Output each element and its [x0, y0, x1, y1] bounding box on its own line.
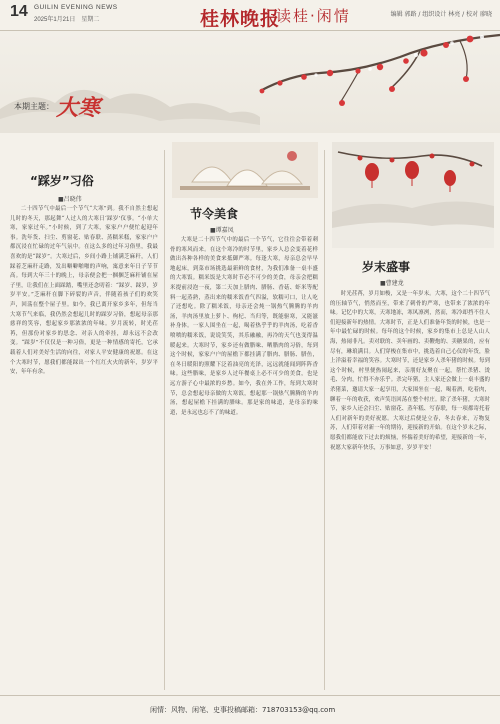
page-footer: [0, 695, 500, 724]
column-divider-right: [324, 150, 325, 690]
page-header: [0, 0, 500, 31]
submission-email-note: 闲情：风物、闲笔、史事投稿邮箱：718703153@qq.com: [150, 706, 336, 714]
publication-name-en: GUILIN EVENING NEWS: [34, 4, 118, 11]
editor-credits: 编辑 郭路 / 组织设计 林亮 / 校对 廖晓: [390, 11, 492, 18]
article-middle-body: 大寒是二十四节气中的最后一个节气，它往往会带着刺骨的寒风而来。在这个寒冷的时节里，家乡人总会变着花样做出各种各样的美食来抵御严寒。每逢大寒，母亲总会早早地起床，到菜市场挑选最新鲜的食材，为我们准备一桌丰盛的大寒饭。糯米饭是大寒时节必不可少的美食，母亲会把糯米提前浸泡一夜，第二天加上腊肉、腊肠、香菇、虾米等配料一起蒸熟，蒸出来的糯米饭香气四溢，软糯可口，让人吃了还想吃。除了糯米饭，母亲还会炖一锅热气腾腾的羊肉汤，羊肉汤里放上萝卜、枸杞、当归等，既能驱寒，又能滋补身体。一家人围坐在一起，喝着热乎乎的羊肉汤，吃着香喷喷的糯米饭，说说笑笑，其乐融融，再冷的天气也变得温暖起来。大寒时节，家乡还有做腊味、晒腊肉的习俗，每到这个时候，家家户户的屋檐下都挂满了腊肉、腊肠、腊鱼，在冬日暖阳的照耀下泛着油亮的光泽，远远就能闻到阵阵香味。这些腊味，是家乡人过年餐桌上必不可少的美食，也是远方游子心中最浓的乡愁。如今，我在外工作，每到大寒时节，总会想起母亲做的大寒饭，想起那一锅热气腾腾的羊肉汤，想起屋檐下挂满的腊味。那是家的味道，是母亲的味道，是永远也忘不了的味道。: [170, 237, 318, 416]
theme-label: 本期主题：: [14, 102, 54, 111]
newspaper-logo: 桂林晚报: [200, 8, 281, 30]
article-left-title: “踩岁”习俗: [30, 174, 94, 188]
article-right-body: 时光荏苒，岁月如梭，又是一年岁末。大寒，这个二十四节气的压轴节气，悄然而至，带来了刺骨的严寒，也带来了浓浓的年味。记忆中的大寒，天寒地冻，寒风凛冽，然而，寒冷却挡不住人们迎接新年的热情。大寒时节，正是人们准备年货的时候，也是一年中最忙碌的时候。每年的这个时候，家乡的集市上总是人山人海，热闹非凡。卖对联的、卖年画的、卖鞭炮的、卖糖果的，应有尽有，琳琅满目。人们穿梭在集市中，挑选着自己心仪的年货，脸上洋溢着幸福的笑容。大寒时节，还是家乡人杀年猪的时候。每到这个时候，村里便热闹起来，亲朋好友聚在一起，帮忙杀猪、烫毛、分肉，忙得不亦乐乎。杀完年猪，主人家还会做上一桌丰盛的杀猪菜，邀请大家一起享用，大家围坐在一起，喝着酒，吃着肉，聊着一年的收获，欢声笑语回荡在整个村庄。除了杀年猪，大寒时节，家乡人还会扫尘、贴窗花、蒸年糕、写春联，每一项都寄托着人们对新年的美好祝愿。大寒过后便是立春，冬去春来，万物复苏，人们带着对新一年的期待，迎接新的开始。在这个岁末之际，愿我们都能放下过去的烦恼，怀揣着美好的希望，迎接新的一年，祝愿大家新年快乐，万事如意，岁岁平安！: [330, 291, 490, 451]
snow-lantern-image: [332, 142, 494, 248]
plum-blossom-branch-illustration: [220, 31, 500, 131]
article-middle-title: 节令美食: [190, 207, 239, 221]
theme-title: 大寒: [56, 96, 101, 121]
column-divider-left: [164, 150, 165, 690]
dumplings-image: [172, 142, 318, 198]
page-number: 14: [10, 3, 28, 20]
hero-banner: [0, 31, 500, 133]
theme-heading: [14, 91, 100, 122]
column-title: 读桂·闲情: [276, 7, 351, 25]
article-right-title: 岁末盛事: [362, 260, 411, 274]
article-right-author: ■曹建龙: [380, 280, 404, 287]
article-left-author: ■吕晓伟: [58, 196, 82, 203]
article-left-body: 二十四节气中最后一个节气“大寒”到。我不自然主想起儿时的冬天，那起舞“人过人的大寒日‘踩岁’仪事。“小单大寒，家家过年。”小时候，到了大寒，家家户户便忙起迎年事。洗年货、扫尘、剪窗花、贴春联、蒸糯米糕，家家户户都沉浸在忙碌的过年气氛中。在这么多的过年习俗里，我最喜欢的是“踩岁”。大寒过后，乡间小路上铺满芝麻秆，人们踩着芝麻秆走路，发出噼噼啪啪的声响，寓意来年日子节节高。每到大年三十的晚上，母亲便会把一捆捆芝麻秆铺在屋子里，让我们在上面踩踏，嘴里还念叨着：“踩岁、踩岁，岁岁平安。”芝麻秆在脚下碎裂的声音，伴随着孩子们的欢笑声，回荡在整个屋子里。如今，我已离开家乡多年，但每当大寒节气来临，我仍然会想起儿时的踩岁习俗，想起母亲那慈祥的笑容，想起家乡那浓浓的年味。岁月流转，时光荏苒，但那份对家乡的思念、对亲人的牵挂，却永远不会改变。“踩岁”不仅仅是一种习俗，更是一种情感的寄托，它承载着人们对美好生活的向往，对家人平安健康的祝愿。在这个大寒时节，愿我们都能踩出一个红红火火的新年，岁岁平安，年年有余。: [10, 206, 158, 376]
publication-date: 2025年1月21日 星期二: [34, 17, 100, 23]
article-middle-author: ■谭嘉凤: [210, 227, 234, 234]
